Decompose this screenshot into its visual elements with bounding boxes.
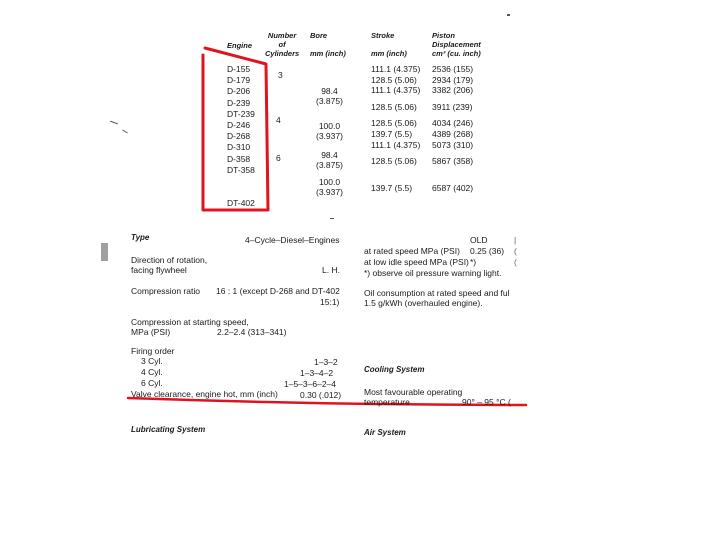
edge-mark: ( bbox=[514, 246, 517, 256]
idle-speed-label: at low idle speed MPa (PSI) bbox=[364, 257, 469, 267]
stroke-value: 111.1 (4.375) bbox=[371, 64, 421, 74]
engine-name: D-179 bbox=[227, 75, 251, 86]
firing-row-value: 1–3–2 bbox=[314, 357, 338, 367]
type-heading: Type bbox=[131, 233, 150, 242]
stroke-value: 128.5 (5.06) bbox=[371, 74, 417, 85]
valve-clearance-label: Valve clearance, engine hot, mm (inch) bbox=[131, 389, 278, 399]
lubricating-heading: Lubricating System bbox=[131, 425, 206, 434]
stroke-value: 128.5 (5.06) bbox=[371, 101, 417, 112]
type-value: 4–Cycle–Diesel–Engines bbox=[245, 235, 340, 245]
cylinders-column-header: Number of Cylinders bbox=[265, 31, 300, 58]
displacement-value: 6587 (402) bbox=[432, 182, 474, 193]
start-pressure-label: Compression at starting speed, MPa (PSI) bbox=[131, 317, 249, 337]
displacement-value: 2934 (179) bbox=[432, 74, 474, 85]
cylinder-count-6: 6 bbox=[276, 153, 281, 163]
oil-pressure-note: *) observe oil pressure warning light. bbox=[364, 268, 502, 278]
firing-row-value: 1–3–4–2 bbox=[300, 368, 334, 378]
engine-name: D-246 bbox=[227, 120, 251, 131]
engine-name: D-310 bbox=[227, 142, 251, 153]
edge-mark: | bbox=[514, 235, 517, 245]
cooling-label: Most favourable operating temperature bbox=[364, 387, 463, 407]
engine-name: D-155 bbox=[227, 64, 251, 74]
engine-name: D-206 bbox=[227, 86, 251, 97]
engine-name: D-358 bbox=[227, 153, 251, 164]
edge-mark: ( bbox=[514, 257, 517, 267]
firing-row-value: 1–5–3–6–2–4 bbox=[284, 379, 337, 389]
displacement-value: 2536 (155) bbox=[432, 64, 474, 74]
displacement-value: 5073 (310) bbox=[432, 139, 474, 150]
engine-column-header: Engine bbox=[227, 41, 253, 50]
cooling-heading: Cooling System bbox=[364, 365, 425, 374]
rotation-label: Direction of rotation, facing flywheel bbox=[131, 255, 208, 275]
rotation-value: L. H. bbox=[322, 265, 340, 275]
compression-value: 16 : 1 (except D-268 and DT-402 bbox=[216, 286, 340, 296]
engine-name: D-268 bbox=[227, 131, 251, 142]
compression-label: Compression ratio bbox=[131, 286, 200, 296]
valve-clearance-value: 0.30 (.012) bbox=[300, 390, 342, 400]
engine-name: DT-239 bbox=[227, 108, 255, 119]
rated-speed-value: 0.25 (36) bbox=[470, 246, 505, 256]
displacement-value: 3911 (239) bbox=[432, 101, 473, 112]
stroke-value: 128.5 (5.06) bbox=[371, 156, 417, 167]
old-column-header: OLD bbox=[470, 235, 488, 245]
bore-value: 100.0 (3.937) bbox=[316, 177, 343, 197]
air-system-heading: Air System bbox=[364, 428, 406, 437]
displacement-value: 5867 (358) bbox=[432, 156, 474, 167]
stroke-value: 139.7 (5.5) bbox=[371, 128, 413, 139]
oil-consumption-text: Oil consumption at rated speed and ful 1.5 g/kWh (overhauled engine). bbox=[364, 288, 510, 308]
compression-value-cont: 15:1) bbox=[320, 297, 340, 307]
engine-name: D-239 bbox=[227, 97, 251, 108]
firing-row: 4 Cyl. bbox=[141, 367, 163, 377]
start-pressure-value: 2.2–2.4 (313–341) bbox=[217, 327, 287, 337]
scan-speck bbox=[101, 243, 108, 261]
engine-name: DT-358 bbox=[227, 164, 255, 175]
bore-value: 98.4 (3.875) bbox=[316, 150, 343, 170]
displacement-column-header: Piston Displacement cm³ (cu. inch) bbox=[432, 31, 481, 58]
firing-row: 3 Cyl. bbox=[141, 356, 163, 366]
rated-speed-label: at rated speed MPa (PSI) bbox=[364, 246, 460, 256]
displacement-value: 4034 (246) bbox=[432, 118, 474, 129]
stroke-value: 111.1 (4.375) bbox=[371, 85, 421, 96]
bore-value: 100.0 (3.937) bbox=[316, 121, 343, 141]
stroke-value: 111.1 (4.375) bbox=[371, 139, 421, 150]
cylinder-count-4: 4 bbox=[276, 115, 281, 125]
stroke-column-header: Stroke mm (inch) bbox=[371, 31, 407, 58]
cooling-value: 90° – 95 °C ( bbox=[462, 397, 511, 407]
stroke-value: 128.5 (5.06) bbox=[371, 118, 417, 129]
cylinder-count-3: 3 bbox=[278, 70, 283, 80]
bore-column-header: Bore mm (inch) bbox=[310, 31, 346, 58]
bore-value: 98.4 (3.875) bbox=[316, 86, 343, 106]
idle-speed-value: *) bbox=[470, 257, 477, 267]
scan-speck bbox=[507, 14, 510, 16]
firing-order-label: Firing order bbox=[131, 346, 175, 356]
stroke-value: 139.7 (5.5) bbox=[371, 182, 413, 193]
firing-row: 6 Cyl. bbox=[141, 378, 163, 388]
displacement-value: 3382 (206) bbox=[432, 85, 474, 96]
displacement-value: 4389 (268) bbox=[432, 128, 474, 139]
engine-name: DT-402 bbox=[227, 198, 255, 209]
scan-speck bbox=[330, 218, 334, 219]
